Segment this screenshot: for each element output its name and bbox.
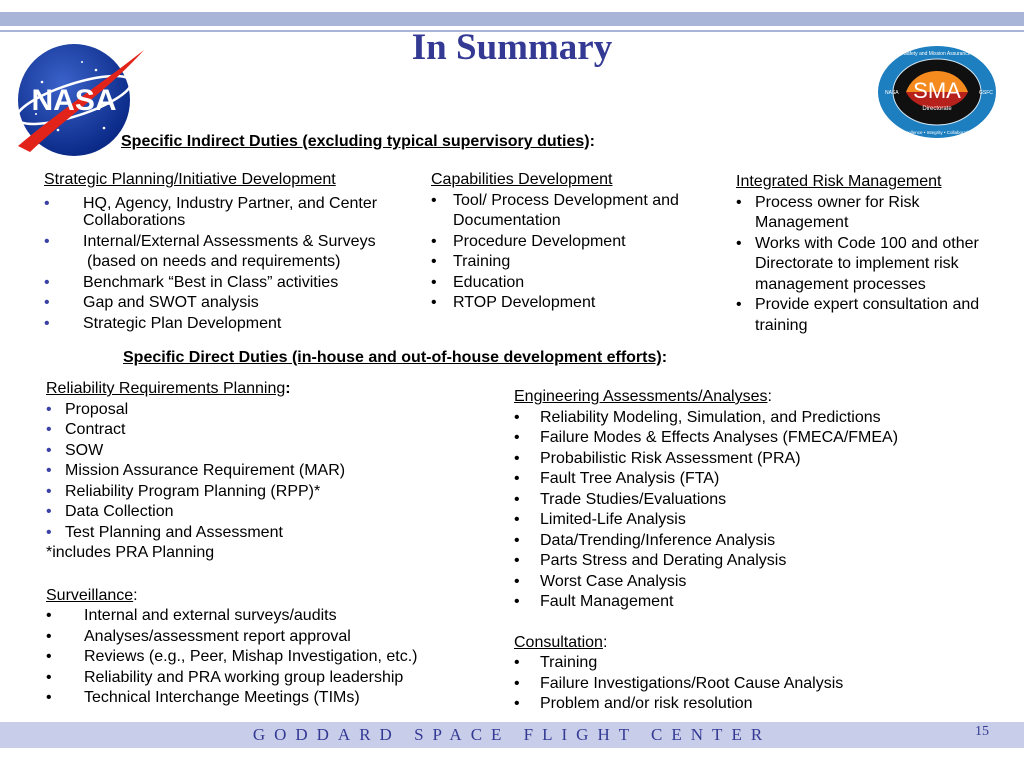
sma-directorate-seal-icon <box>876 44 998 140</box>
list-item: • Education <box>431 273 525 291</box>
list-item: • Training <box>431 253 511 270</box>
direct-duties-heading: Specific Direct Duties (in-house and out-of-house development efforts): <box>123 349 668 366</box>
list-item: • Reviews (e.g., Peer, Mishap Investigation, etc.) <box>46 648 418 665</box>
list-item: • Provide expert consultation and training <box>736 296 980 334</box>
nasa-logo-text: NASA <box>31 84 117 117</box>
top-accent-bar <box>0 12 1024 26</box>
pra-planning-note: *includes PRA Planning <box>46 544 215 561</box>
list-item: • Contract <box>46 421 126 438</box>
page-number: 15 <box>975 724 989 739</box>
list-item: • Parts Stress and Derating Analysis <box>514 552 787 569</box>
reliability-requirements-section <box>46 379 466 709</box>
list-item: • Procedure Development <box>431 232 626 250</box>
strategic-planning-section <box>44 170 404 334</box>
sma-logo-text: SMA <box>913 78 961 103</box>
footer-center-name: GODDARD SPACE FLIGHT CENTER <box>252 725 772 744</box>
list-item: • HQ, Agency, Industry Partner, and Center Collaborations <box>44 194 378 229</box>
list-item: • Fault Management <box>514 593 674 610</box>
list-item: • RTOP Development <box>431 294 596 311</box>
list-item: • Worst Case Analysis <box>514 572 687 590</box>
svg-text:GSFC: GSFC <box>979 90 993 96</box>
list-item: • Technical Interchange Meetings (TIMs) <box>46 689 360 706</box>
list-item: • Benchmark “Best in Class” activities <box>44 273 339 291</box>
engineering-assessments-heading: Engineering Assessments/Analyses: <box>514 388 772 405</box>
svg-text:NASA: NASA <box>885 90 899 96</box>
capabilities-development-section <box>431 170 706 314</box>
list-item: • Proposal <box>46 400 129 418</box>
list-item: • Process owner for Risk Management <box>736 193 920 231</box>
reliability-requirements-heading: Reliability Requirements Planning: <box>46 380 291 397</box>
engineering-assessments-section <box>514 387 984 715</box>
list-item: • Problem and/or risk resolution <box>514 695 753 712</box>
list-item: • Mission Assurance Requirement (MAR) <box>46 462 346 479</box>
strategic-planning-heading: Strategic Planning/Initiative Development <box>44 171 336 188</box>
indirect-duties-heading: Specific Indirect Duties (excluding typical supervisory duties): <box>121 133 595 150</box>
list-item: • Reliability and PRA working group leadership <box>46 668 404 686</box>
sma-logo-subtext: Directorate <box>922 106 952 112</box>
list-item: • Test Planning and Assessment <box>46 523 283 541</box>
list-item: • Limited-Life Analysis <box>514 511 686 528</box>
list-item: • Strategic Plan Development <box>44 314 282 332</box>
list-item: • Data/Trending/Inference Analysis <box>514 531 776 549</box>
list-item-note: (based on needs and requirements) <box>87 253 341 270</box>
integrated-risk-heading: Integrated Risk Management <box>736 173 942 190</box>
surveillance-heading: Surveillance: <box>46 586 138 604</box>
list-item: • Gap and SWOT analysis <box>44 294 259 311</box>
list-item: • Probabilistic Risk Assessment (PRA) <box>514 449 801 467</box>
list-item: • Trade Studies/Evaluations <box>514 490 727 508</box>
integrated-risk-section <box>736 172 1006 336</box>
page-title: In Summary <box>411 27 613 68</box>
svg-text:Excellence • Integrity • Colla: Excellence • Integrity • Collaboration <box>900 130 974 135</box>
list-item: • Data Collection <box>46 503 174 520</box>
list-item: • Internal and external surveys/audits <box>46 607 337 624</box>
list-item: • Internal/External Assessments & Surveys <box>44 232 376 250</box>
list-item: • Tool/ Process Development and Documentation <box>431 191 679 229</box>
consultation-heading: Consultation: <box>514 633 608 651</box>
list-item: • Training <box>514 654 598 671</box>
list-item: • Failure Modes & Effects Analyses (FMECA/FMEA) <box>514 429 899 446</box>
svg-text:Safety and Mission Assurance: Safety and Mission Assurance <box>903 51 971 57</box>
list-item: • Fault Tree Analysis (FTA) <box>514 470 720 487</box>
list-item: • Analyses/assessment report approval <box>46 627 351 645</box>
list-item: • Reliability Program Planning (RPP)* <box>46 482 321 500</box>
capabilities-heading: Capabilities Development <box>431 171 613 188</box>
list-item: • Works with Code 100 and other Directorate to implement risk management processes <box>736 234 979 293</box>
list-item: • Failure Investigations/Root Cause Analysis <box>514 674 844 692</box>
list-item: • Reliability Modeling, Simulation, and Predictions <box>514 408 881 426</box>
list-item: • SOW <box>46 441 104 459</box>
